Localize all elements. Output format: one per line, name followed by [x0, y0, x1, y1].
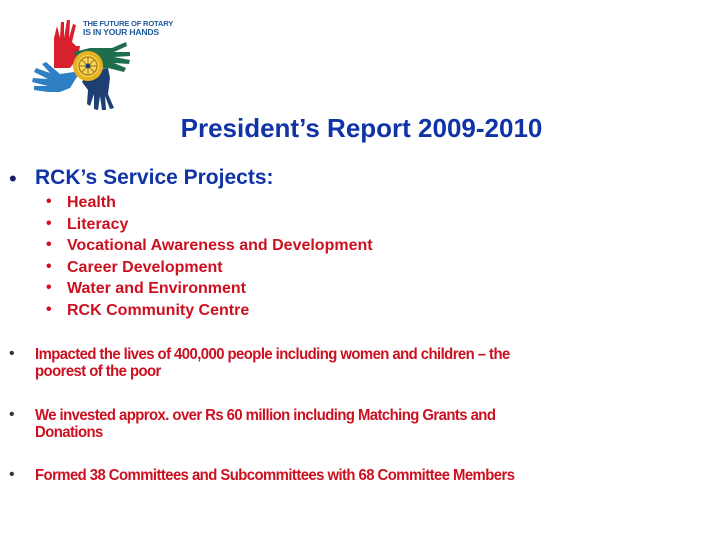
- list-item-label: Career Development: [67, 258, 223, 276]
- list-item-label: Health: [67, 194, 116, 211]
- highlight-line: Formed 38 Committees and Subcommittees with 68 Committee Members: [35, 467, 515, 484]
- bullet-icon: •: [9, 406, 15, 423]
- bullet-icon: •: [46, 301, 52, 318]
- slide-title: [0, 113, 720, 144]
- list-item-label: RCK Community Centre: [67, 302, 250, 319]
- highlight-text: [35, 346, 510, 380]
- logo-tagline: [83, 20, 173, 36]
- bullet-icon: •: [9, 166, 17, 191]
- bullet-icon: •: [46, 236, 52, 254]
- highlight-text: [35, 407, 495, 441]
- slide-title-text: President’s Report 2009-2010: [180, 113, 543, 143]
- bullet-icon: •: [9, 345, 15, 362]
- highlight-line: poorest of the poor: [35, 363, 161, 380]
- bullet-icon: •: [46, 193, 52, 210]
- bullet-icon: •: [46, 279, 52, 297]
- list-item-label: Vocational Awareness and Development: [67, 237, 373, 255]
- logo-tagline-line2: IS IN YOUR HANDS: [83, 27, 159, 37]
- service-projects-heading: RCK’s Service Projects:: [35, 166, 274, 189]
- list-item-label: Literacy: [67, 215, 129, 233]
- bullet-icon: •: [46, 214, 52, 232]
- highlight-text: [35, 467, 514, 484]
- bullet-icon: •: [46, 257, 52, 275]
- highlight-line: Donations: [35, 424, 103, 441]
- logo-tagline-line1: THE FUTURE OF ROTARY: [83, 19, 174, 28]
- highlight-line: We invested approx. over Rs 60 million including Matching Grants and: [35, 407, 496, 424]
- highlight-line: Impacted the lives of 400,000 people including women and children – the: [35, 346, 510, 363]
- list-item-label: Water and Environment: [67, 280, 246, 298]
- bullet-icon: •: [9, 466, 15, 483]
